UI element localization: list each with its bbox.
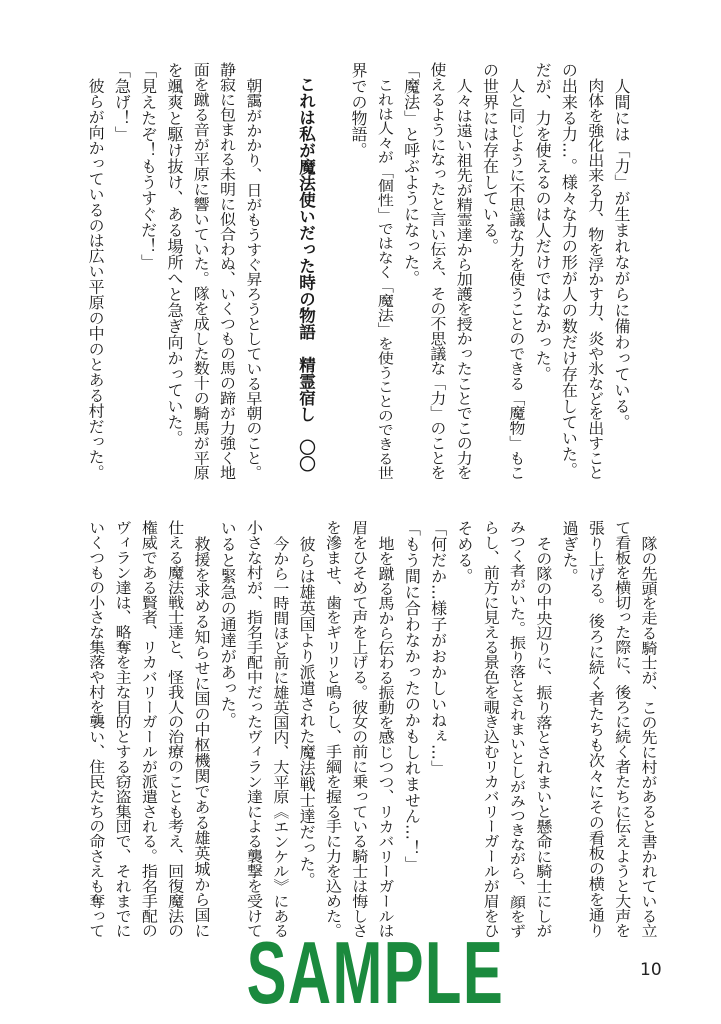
text-line: 人と同じように不思議な力を使うことのできる「魔物」もこ xyxy=(506,78,526,480)
text-column xyxy=(450,62,476,480)
text-column xyxy=(424,62,450,480)
text-line: 仕える魔法戦士達と、怪我人の治療のことも考え、回復魔法の xyxy=(165,520,185,938)
text-line: 地を蹴る馬から伝わる振動を感じつつ、リカバリーガールは xyxy=(376,536,396,938)
text-line: いくつもの小さな集落や村を襲い、住民たちの命さえも奪って xyxy=(86,520,106,938)
text-column xyxy=(582,520,608,938)
text-column xyxy=(240,520,266,938)
text-line: 張り上げる。後ろに続く者たちも次々にその看板の横を通り xyxy=(586,520,606,938)
text-column xyxy=(608,520,634,938)
text-column xyxy=(424,520,450,938)
text-column xyxy=(503,520,529,938)
text-column xyxy=(608,62,634,480)
text-column xyxy=(267,520,293,938)
text-line: 人々は遠い祖先が精霊達から加護を授かったことでこの力を xyxy=(454,78,474,480)
text-line: 権威である賢者、リカバリーガールが派遣される。指名手配の xyxy=(139,520,159,938)
text-column xyxy=(134,62,160,480)
text-line: 今から一時間ほど前に雄英国内、大平原《エンケル》にある xyxy=(270,536,290,938)
text-line: 過ぎた。 xyxy=(560,520,580,584)
text-line: を滲ませ、歯をギリリと鳴らし、手綱を握る手に力を込めた。 xyxy=(323,520,343,938)
text-column xyxy=(451,520,477,938)
text-line: 「何だか…様子がおかしいねぇ…」 xyxy=(428,520,448,776)
blank-column xyxy=(318,62,344,480)
text-column xyxy=(82,62,108,480)
text-column xyxy=(82,520,108,938)
text-line: そめる。 xyxy=(454,520,474,584)
text-column xyxy=(135,520,161,938)
text-column xyxy=(476,62,502,480)
text-column xyxy=(371,62,397,480)
text-line: 「急げ！」 xyxy=(112,62,132,142)
text-line: 使えるようになったと言い伝え、その不思議な「力」のことを xyxy=(427,62,447,480)
page-number: 10 xyxy=(640,960,662,980)
text-line: 隊の先頭を走る騎士が、この先に村があると書かれている立 xyxy=(639,536,658,938)
text-line: みつく者がいた。振り落とされまいとしがみつきながら、顔をず xyxy=(507,520,527,938)
text-line: 人間には「力」が生まれながらに備わっている。 xyxy=(612,78,631,430)
text-line: 彼らは雄英国より派遣された魔法戦士達だった。 xyxy=(297,536,317,888)
text-line: 彼らが向かっているのは広い平原の中のとある村だった。 xyxy=(86,78,106,480)
text-line: 「見えたぞ！もうすぐだ！」 xyxy=(138,62,158,270)
text-line: 「もう間に合わなかったのかもしれません…！」 xyxy=(402,520,422,872)
text-line: 肉体を強化出来る力、物を浮かす力、炎や氷などを出すこと xyxy=(585,78,605,480)
text-column xyxy=(293,520,319,938)
text-line: 「魔法」と呼ぶようになった。 xyxy=(401,62,421,286)
text-column xyxy=(555,62,581,480)
text-column xyxy=(398,520,424,938)
text-line: 眉をひそめて声を上げる。彼女の前に乗っている騎士は悔しさ xyxy=(349,520,369,938)
text-column xyxy=(161,520,187,938)
text-line: らし、前方に見える景色を覗き込むリカバリーガールが眉をひ xyxy=(481,520,501,938)
text-line: の世界には存在している。 xyxy=(480,62,500,254)
text-line: ヴィラン達は、略奪を主な目的とする窃盗集団で、それまでに xyxy=(113,520,133,938)
text-line: 面を蹴る音が平原に響いていた。隊を成した数十の騎馬が平原 xyxy=(191,62,211,480)
text-column xyxy=(213,62,239,480)
text-column xyxy=(319,520,345,938)
text-column xyxy=(530,520,556,938)
text-column xyxy=(345,520,371,938)
text-line: だが、力を使えるのは人だけではなかった。 xyxy=(533,62,553,382)
text-column xyxy=(214,520,240,938)
text-column xyxy=(477,520,503,938)
text-line: 朝靄がかかり、日がもうすぐ昇ろうとしている早朝のこと。 xyxy=(243,78,263,480)
blank-column xyxy=(266,62,292,480)
text-line: 救援を求める知らせに国の中枢機関である雄英城から国に xyxy=(191,536,211,938)
text-block-top xyxy=(82,62,634,480)
watermark-text: SAMPLE xyxy=(246,922,504,1022)
text-column xyxy=(108,62,134,480)
text-line: いると緊急の通達があった。 xyxy=(218,520,238,728)
story-title-text: これは私が魔法使いだった時の物語 精霊宿し 〇〇 xyxy=(296,76,316,472)
text-line: の出来る力…。様々な力の形が人の数だけ存在していた。 xyxy=(559,62,579,478)
sample-watermark xyxy=(246,922,504,1022)
text-column xyxy=(188,520,214,938)
text-line: 小さな村が、指名手配中だったヴィラン達による襲撃を受けて xyxy=(244,520,264,938)
text-column xyxy=(345,62,371,480)
text-column xyxy=(635,520,661,938)
text-column xyxy=(529,62,555,480)
text-column xyxy=(397,62,423,480)
text-line: 界での物語。 xyxy=(349,62,369,158)
text-line: その隊の中央辺りに、振り落とされまいと懸命に騎士にしが xyxy=(533,536,553,938)
text-column xyxy=(581,62,607,480)
text-column xyxy=(161,62,187,480)
text-column xyxy=(503,62,529,480)
text-column xyxy=(372,520,398,938)
text-line: 静寂に包まれる未明に似合わぬ、いくつもの馬の蹄が力強く地 xyxy=(217,62,237,480)
story-title xyxy=(292,62,318,480)
text-line: を颯爽と駆け抜け、ある場所へと急ぎ向かっていた。 xyxy=(164,62,184,446)
text-line: て看板を横切った際に、後ろに続く者たちに伝えようと大声を xyxy=(612,520,632,938)
text-column xyxy=(240,62,266,480)
text-column xyxy=(556,520,582,938)
text-block-bottom xyxy=(82,520,661,938)
text-line: これは人々が「個性」ではなく「魔法」を使うことのできる世 xyxy=(375,78,395,480)
text-column xyxy=(187,62,213,480)
text-column xyxy=(109,520,135,938)
